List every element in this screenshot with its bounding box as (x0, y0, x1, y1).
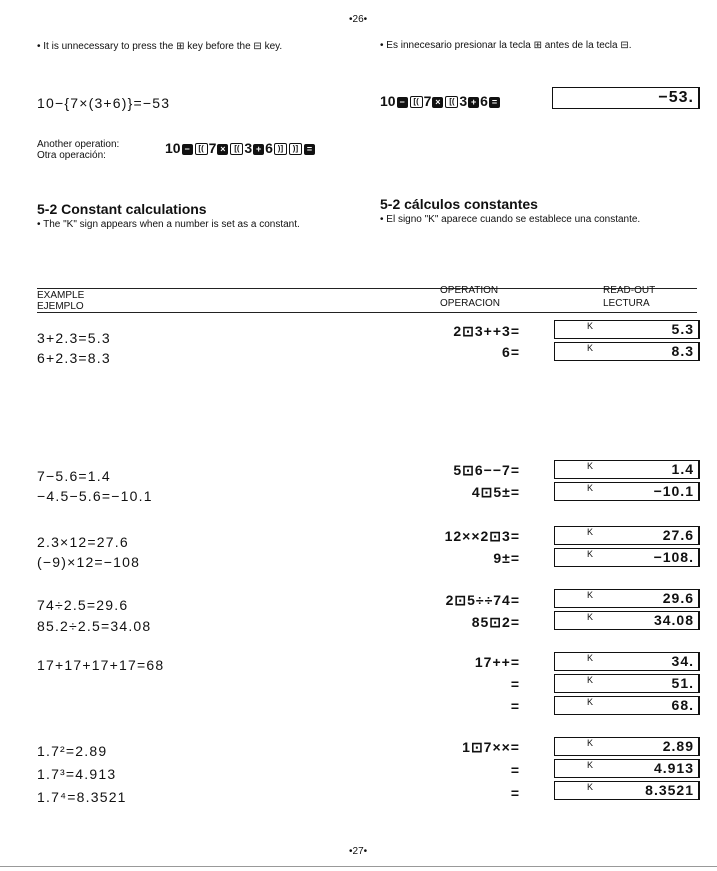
readout-2: K 1.4 (554, 460, 700, 479)
operation-10: = (510, 698, 520, 714)
formula-example: 10−{7×(3+6)}=−53 (37, 95, 171, 111)
formula-operation: 10 − [( 7 × [( 3 + 6 = (380, 93, 501, 109)
section-title-en: 5-2 Constant calculations (37, 201, 207, 217)
header-operation: OPERATION (440, 285, 499, 296)
readout-7: K 34.08 (554, 611, 700, 630)
example-1: 6+2.3=8.3 (37, 350, 111, 366)
header-lectura: LECTURA (603, 298, 650, 309)
readout-1: K 8.3 (554, 342, 700, 361)
operation-1: 6= (502, 344, 520, 360)
readout-4: K 27.6 (554, 526, 700, 545)
example-3: −4.5−5.6=−10.1 (37, 488, 153, 504)
another-operation-label-es: Otra operación: (37, 150, 106, 161)
readout-12: K 4.913 (554, 759, 700, 778)
operation-5: 9±= (493, 550, 520, 566)
readout-formula: −53. (552, 87, 700, 109)
operation-4: 12××2⊡3= (444, 528, 520, 544)
header-ejemplo: EJEMPLO (37, 301, 84, 312)
example-13: 1.7⁴=8.3521 (37, 789, 127, 805)
example-4: 2.3×12=27.6 (37, 534, 129, 550)
operation-13: = (510, 785, 520, 801)
readout-6: K 29.6 (554, 589, 700, 608)
section-title-es: 5-2 cálculos constantes (380, 196, 538, 212)
readout-10: K 68. (554, 696, 700, 715)
page-number-top: •26• (349, 14, 368, 25)
operation-12: = (510, 762, 520, 778)
example-5: (−9)×12=−108 (37, 554, 141, 570)
page-number-bottom: •27• (349, 846, 368, 857)
another-operation-label-en: Another operation: (37, 139, 120, 150)
readout-8: K 34. (554, 652, 700, 671)
section-note-en: • The "K" sign appears when a number is set as a constant. (37, 219, 300, 230)
header-example: EXAMPLE (37, 290, 85, 301)
example-2: 7−5.6=1.4 (37, 468, 111, 484)
operation-0: 2⊡3++3= (453, 323, 520, 339)
operation-11: 1⊡7××= (462, 739, 520, 755)
readout-9: K 51. (554, 674, 700, 693)
example-7: 85.2÷2.5=34.08 (37, 618, 152, 634)
readout-3: K −10.1 (554, 482, 700, 501)
operation-8: 17++= (474, 654, 520, 670)
operation-6: 2⊡5÷÷74= (445, 592, 520, 608)
operation-7: 85⊡2= (471, 614, 520, 630)
operation-9: = (510, 676, 520, 692)
readout-0: K 5.3 (554, 320, 700, 339)
section-note-es: • El signo "K" aparece cuando se establece una constante. (380, 214, 641, 225)
example-11: 1.7²=2.89 (37, 743, 108, 759)
example-8: 17+17+17+17=68 (37, 657, 165, 673)
header-top-rule (37, 288, 697, 289)
bottom-edge-rule (0, 866, 717, 867)
readout-5: K −108. (554, 548, 700, 567)
header-operacion: OPERACION (440, 298, 501, 309)
operation-2: 5⊡6−−7= (453, 462, 520, 478)
header-bottom-rule (37, 312, 697, 313)
example-6: 74÷2.5=29.6 (37, 597, 129, 613)
operation-3: 4⊡5±= (471, 484, 520, 500)
intro-text-es: • Es innecesario presionar la tecla ⊞ antes de la tecla ⊟. (380, 40, 632, 51)
another-operation-keys: 10 − [( 7 × [( 3 + 6 )] )] = (165, 140, 316, 156)
readout-13: K 8.3521 (554, 781, 700, 800)
example-0: 3+2.3=5.3 (37, 330, 111, 346)
example-12: 1.7³=4.913 (37, 766, 117, 782)
readout-11: K 2.89 (554, 737, 700, 756)
header-readout: READ-OUT (603, 285, 656, 296)
intro-text-en: • It is unnecessary to press the ⊞ key before the ⊟ key. (37, 41, 283, 52)
